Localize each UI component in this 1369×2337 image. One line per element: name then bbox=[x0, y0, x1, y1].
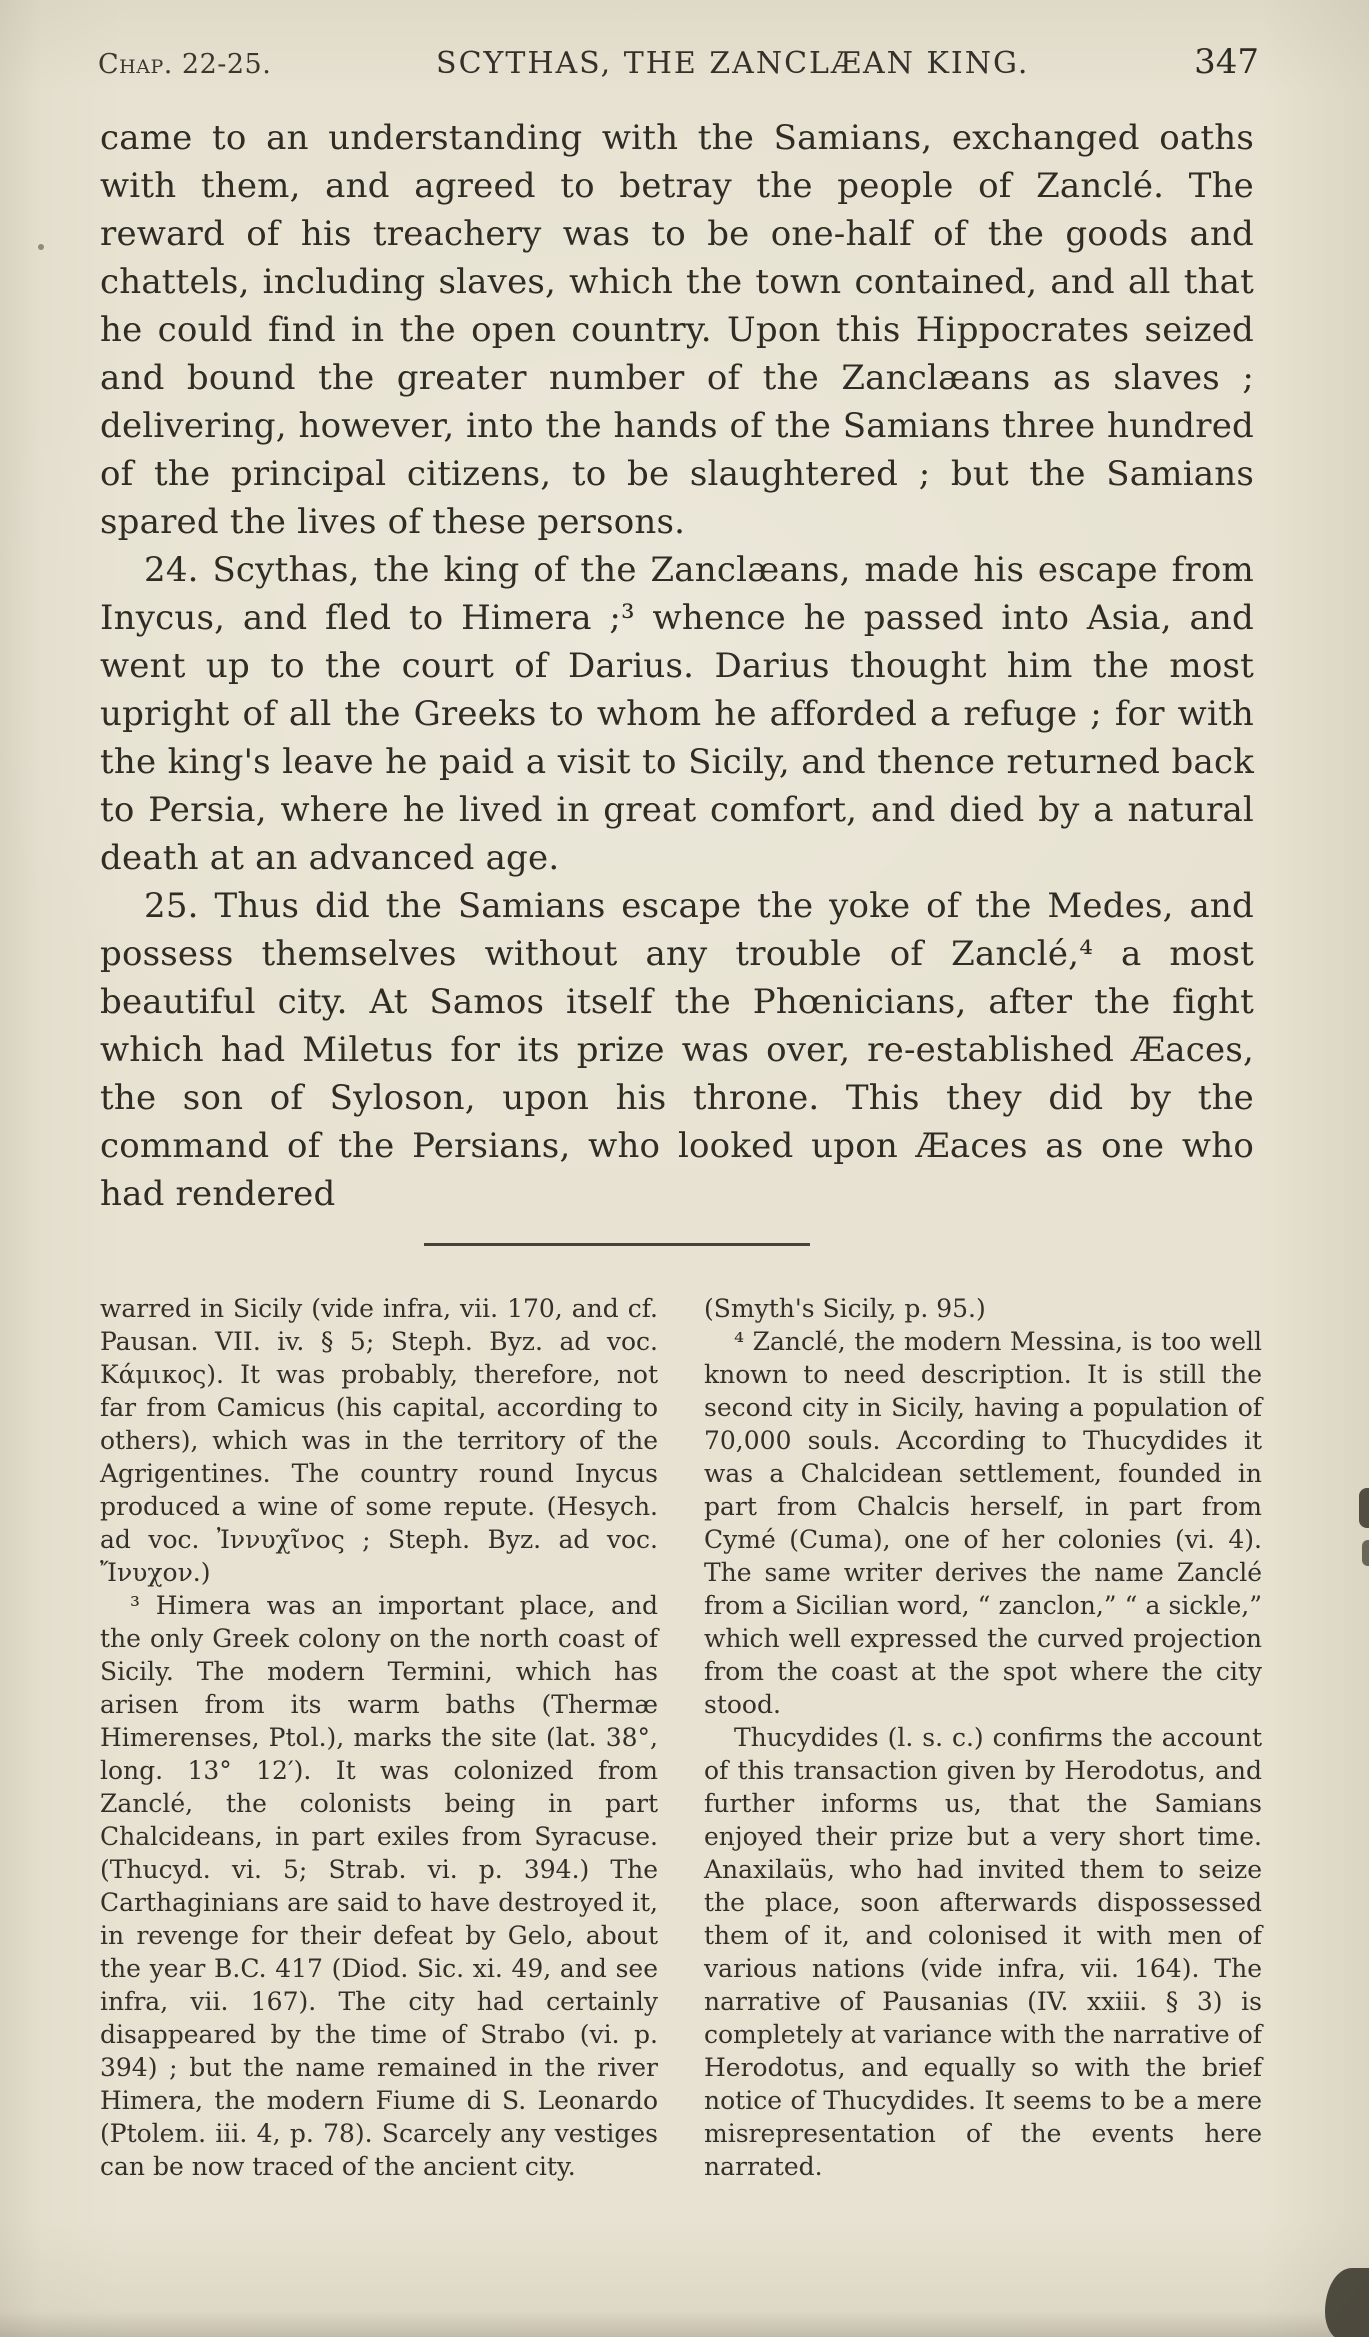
footnote-paragraph: ³ Himera was an important place, and the only Greek colony on the north coast of Sicily. The modern Termini, which has arisen from its warm baths (Thermæ Himerenses, Ptol.), marks the site (lat. 38°, long. 13° 12′). It was colonized from Zanclé, the colonists being in part Chalcideans, in part exiles from Syracuse. (Thucyd. vi. 5; Strab. vi. p. 394.) The Carthaginians are said to have destroyed it, in revenge for their defeat by Gelo, about the year B.C. 417 (Diod. Sic. xi. 49, and see infra, vii. 167). The city had certainly disappeared by the time of Strabo (vi. p. 394) ; but the name remained in the river Himera, the modern Fiume di S. Leonardo (Ptolem. iii. 4, p. 78). Scarcely any vestiges can be now traced of the ancient city. bbox=[100, 1591, 658, 2181]
running-title: SCYTHAS, THE ZANCLÆAN KING. bbox=[436, 46, 1030, 81]
scan-artifact bbox=[0, 2311, 1369, 2337]
footnote-column-left bbox=[100, 1292, 658, 2183]
paragraph: 25. Thus did the Samians escape the yoke of the Medes, and possess themselves without any trouble of Zanclé,⁴ a most beautiful city. At Samos itself the Phœnicians, after the fight which had Miletus for its prize was over, re-established Æaces, the son of Syloson, upon his throne. This they did by the command of the Persians, who looked upon Æaces as one who had rendered bbox=[100, 886, 1254, 1214]
footnote-paragraph: (Smyth's Sicily, p. 95.) bbox=[704, 1294, 986, 1323]
scan-artifact bbox=[1362, 1540, 1369, 1566]
page-header bbox=[98, 42, 1259, 82]
page-number: 347 bbox=[1194, 42, 1259, 82]
paragraph: 24. Scythas, the king of the Zanclæans, made his escape from Inycus, and fled to Himera ;³ whence he passed into Asia, and went up to the court of Darius. Darius thought him the most upright of all the Greeks to whom he afforded a refuge ; for with the king's leave he paid a visit to Sicily, and thence returned back to Persia, where he lived in great comfort, and died by a natural death at an advanced age. bbox=[100, 550, 1254, 878]
footnote-rule bbox=[424, 1243, 810, 1246]
chapter-label: Chap. 22-25. bbox=[98, 49, 272, 80]
footnote-paragraph: Thucydides (l. s. c.) confirms the account of this transaction given by Herodotus, and further informs us, that the Samians enjoyed their prize but a very short time. Anaxilaüs, who had invited them to seize the place, soon afterwards dispossessed them of it, and colonised it with men of various nations (vide infra, vii. 164). The narrative of Pausanias (IV. xxiii. § 3) is completely at variance with the narrative of Herodotus, and equally so with the brief notice of Thucydides. It seems to be a mere misrepresentation of the events here narrated. bbox=[704, 1723, 1262, 2181]
body-text bbox=[100, 114, 1254, 1218]
footnote-paragraph: warred in Sicily (vide infra, vii. 170, and cf. Pausan. VII. iv. § 5; Steph. Byz. ad voc. Κάμικος). It was probably, therefore, not far from Camicus (his capital, according to others), which was in the territory of the Agrigentines. The country round Inycus produced a wine of some repute. (Hesych. ad voc. Ἰννυχῖνος ; Steph. Byz. ad voc. Ἴνυχον.) bbox=[100, 1294, 658, 1587]
footnotes bbox=[100, 1292, 1262, 2183]
footnote-paragraph: ⁴ Zanclé, the modern Messina, is too well known to need description. It is still the second city in Sicily, having a population of 70,000 souls. According to Thucydides it was a Chalcidean settlement, founded in part from Chalcis herself, in part from Cymé (Cuma), one of her colonies (vi. 4). The same writer derives the name Zanclé from a Sicilian word, “ zanclon,” “ a sickle,” which well expressed the curved projection from the coast at the spot where the city stood. bbox=[704, 1327, 1262, 1719]
scan-artifact bbox=[1359, 1488, 1369, 1528]
paragraph: came to an understanding with the Samians, exchanged oaths with them, and agreed to betray the people of Zanclé. The reward of his treachery was to be one-half of the goods and chattels, including slaves, which the town contained, and all that he could find in the open country. Upon this Hippocrates seized and bound the greater number of the Zanclæans as slaves ; delivering, however, into the hands of the Samians three hundred of the principal citizens, to be slaughtered ; but the Samians spared the lives of these persons. bbox=[100, 118, 1254, 542]
scan-artifact bbox=[38, 244, 44, 250]
footnote-column-right bbox=[704, 1292, 1262, 2183]
